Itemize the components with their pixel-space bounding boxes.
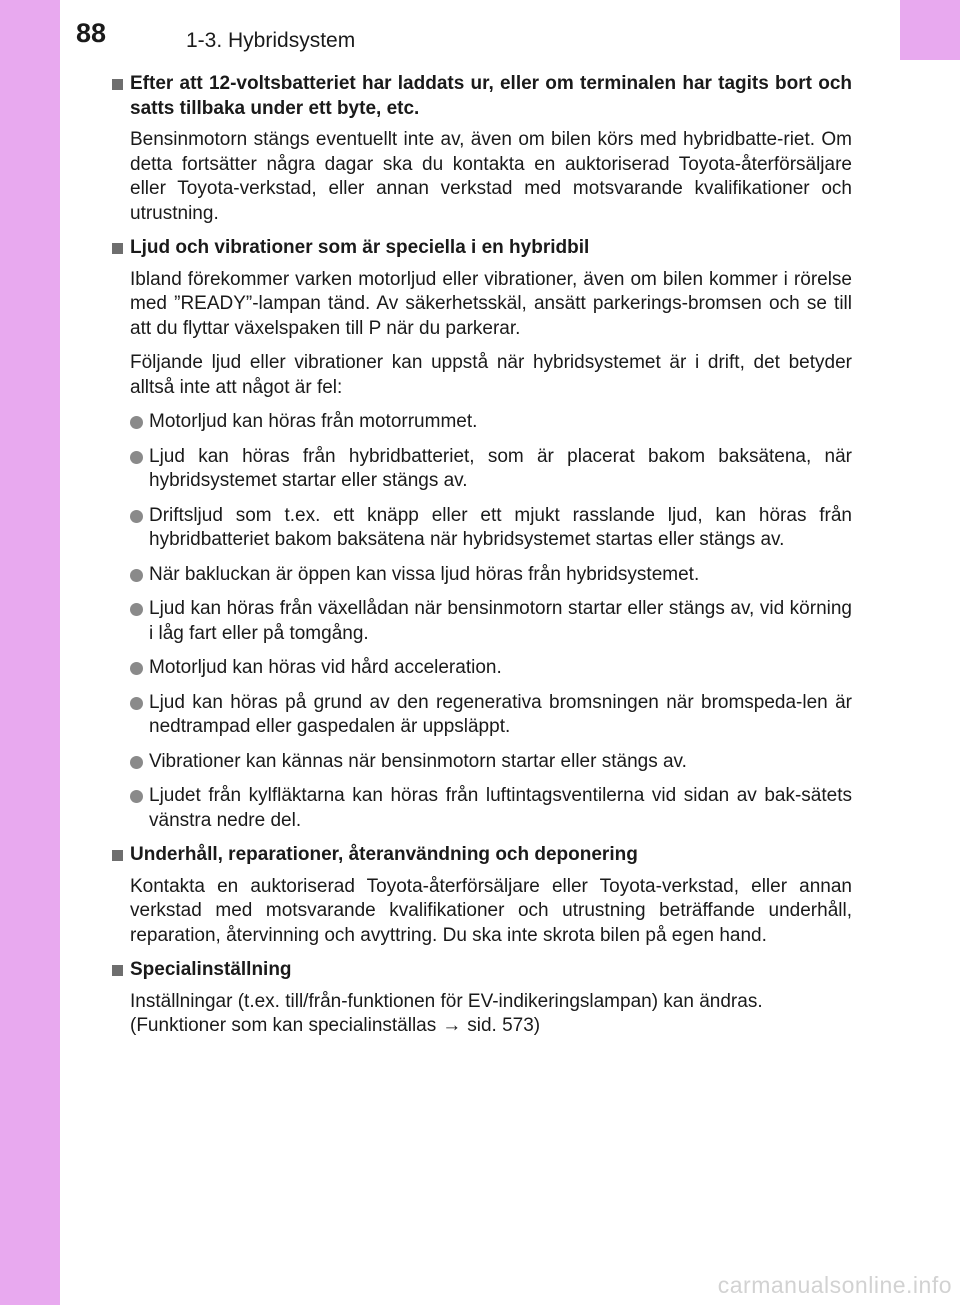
list-item [130,597,852,646]
list-item [130,410,852,435]
section-heading: Specialinställning [130,959,292,980]
list-item-text: När bakluckan är öppen kan vissa ljud höras från hybridsystemet. [149,563,700,585]
reference-link[interactable]: sid. 573) [467,1015,541,1036]
paragraph: Följande ljud eller vibrationer kan uppstå när hybridsystemet är i drift, det betyder alltså inte att något är fel: [130,352,852,398]
paragraph: Ibland förekommer varken motorljud eller vibrationer, även om bilen kommer i rörelse med ”READY”-lampan tänd. Av säkerhetsskäl, ansätt parkerings-bromsen och se till att du flyttar växelspaken till P när du parkerar. [130,268,852,339]
square-bullet-icon [112,79,123,90]
square-bullet-icon [112,243,123,254]
arrow-right-icon: → [442,1015,462,1036]
list-item-text: Motorljud kan höras från motorrummet. [149,411,478,432]
list-item-text: Driftsljud som t.ex. ett knäpp eller ett mjukt rasslande ljud, kan höras från hybridbatteriet bakom baksätena när hybridsystemet startas eller stängs av. [149,504,852,550]
circle-bullet-icon [130,756,143,769]
page-reference[interactable] [130,1014,852,1039]
circle-bullet-icon [130,603,143,616]
list-item-text: Motorljud kan höras vid hård acceleration. [149,657,502,678]
circle-bullet-icon [130,510,143,523]
section-heading-row [112,236,852,261]
circle-bullet-icon [130,569,143,582]
list-item [130,656,852,681]
section-title: 1-3. Hybridsystem [186,29,356,52]
circle-bullet-icon [130,662,143,675]
section-heading: Efter att 12-voltsbatteriet har laddats ur, eller om terminalen har tagits bort och satts tillbaka under ett byte, etc. [130,73,852,119]
list-item-text: Ljud kan höras från växellådan när bensinmotorn startar eller stängs av, vid körning i låg fart eller på tomgång. [149,598,852,644]
list-item [130,563,852,588]
circle-bullet-icon [130,790,143,803]
page-content [112,72,852,1039]
section-heading-row [112,72,852,121]
list-item-text: Ljudet från kylfläktarna kan höras från luftintagsventilerna vid sidan av bak-sätets vänstra nedre del. [149,785,852,831]
section-heading: Ljud och vibrationer som är speciella i en hybridbil [130,237,590,258]
paragraph: Inställningar (t.ex. till/från-funktionen för EV-indikeringslampan) kan ändras. [130,990,763,1012]
section-heading-row [112,843,852,868]
list-item [130,784,852,833]
square-bullet-icon [112,850,123,861]
paragraph: Bensinmotorn stängs eventuellt inte av, även om bilen körs med hybridbatte-riet. Om detta fortsätter några dagar ska du kontakta en auktoriserad Toyota-återförsäljare eller Toyota-verkstad, eller annan verkstad med motsvarande kvalifikationer och utrustning. [130,129,852,224]
list-item-text: Ljud kan höras på grund av den regenerativa bromsningen när bromspeda-len är nedtrampad eller gaspedalen är uppsläppt. [149,691,852,737]
list-item-text: Ljud kan höras från hybridbatteriet, som är placerat bakom baksätena, när hybridsystemet startar eller stängs av. [149,445,852,491]
section-heading: Underhåll, reparationer, återanvändning och deponering [130,844,638,865]
side-color-band [0,0,60,1305]
watermark: carmanualsonline.info [717,1272,952,1298]
page-number: 88 [76,18,107,48]
reference-prefix: (Funktioner som kan specialinställas [130,1015,437,1036]
list-item [130,691,852,740]
paragraph: Kontakta en auktoriserad Toyota-återförsäljare eller Toyota-verkstad, eller annan verkstad med motsvarande kvalifikationer och utrustning beträffande underhåll, reparation, återvinning och avyttring. Du ska inte skrota bilen på egen hand. [130,875,852,946]
square-bullet-icon [112,965,123,976]
list-item [130,445,852,494]
circle-bullet-icon [130,451,143,464]
circle-bullet-icon [130,416,143,429]
section-heading-row [112,958,852,983]
list-item-text: Vibrationer kan kännas när bensinmotorn startar eller stängs av. [149,750,687,772]
circle-bullet-icon [130,697,143,710]
list-item [130,750,852,775]
list-item [130,504,852,553]
